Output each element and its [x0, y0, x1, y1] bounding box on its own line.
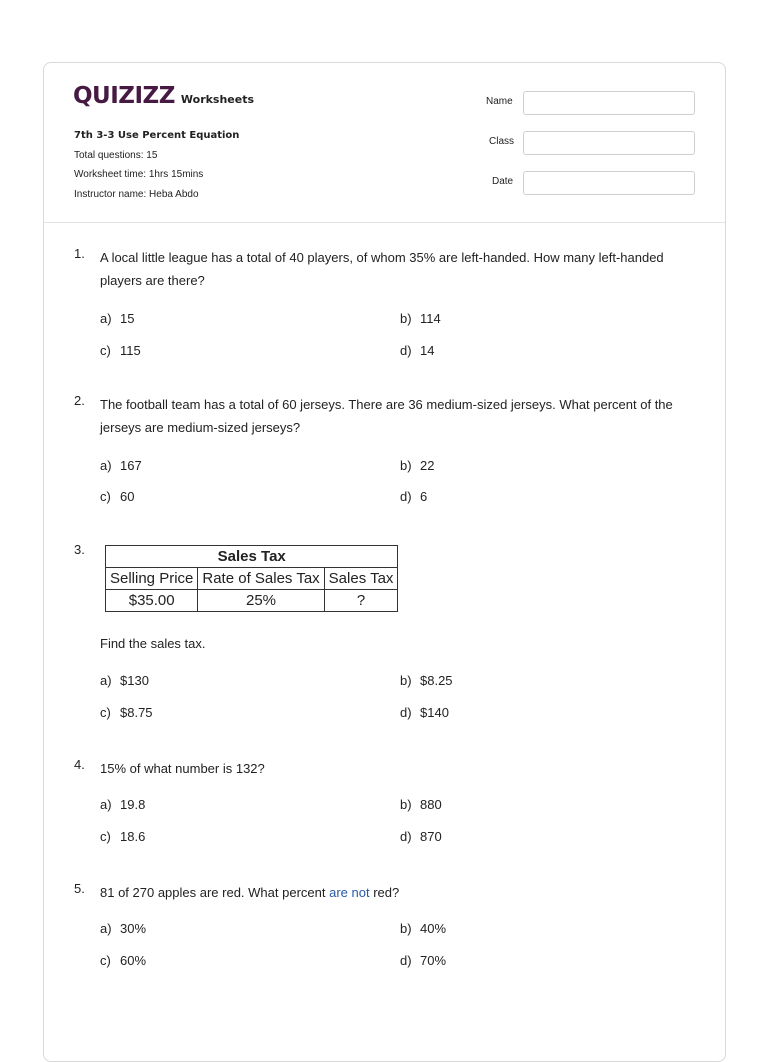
- question-text: A local little league has a total of 40 players, of whom 35% are left-handed. How many left-handed players are there?: [100, 250, 664, 288]
- table-cell: $35.00: [106, 590, 198, 612]
- question-text: Find the sales tax.: [100, 636, 206, 651]
- worksheet-time: Worksheet time: 1hrs 15mins: [74, 169, 204, 180]
- name-label: Name: [486, 96, 513, 107]
- option-b[interactable]: b) $8.25: [400, 673, 453, 688]
- table-caption: Sales Tax: [106, 546, 398, 568]
- table-cell: ?: [324, 590, 398, 612]
- option-a[interactable]: a) 30%: [100, 921, 147, 936]
- class-field[interactable]: [523, 131, 695, 155]
- option-b[interactable]: b) 114: [400, 311, 441, 326]
- table-header: Selling Price: [106, 568, 198, 590]
- logo-wordmark: QUIZIZZ: [73, 83, 175, 109]
- option-a[interactable]: a) 19.8: [100, 797, 146, 812]
- option-c[interactable]: c) 115: [100, 343, 141, 358]
- option-b[interactable]: b) 22: [400, 458, 435, 473]
- table-cell: 25%: [198, 590, 324, 612]
- option-a[interactable]: a) $130: [100, 673, 149, 688]
- question-text: The football team has a total of 60 jerseys. There are 36 medium-sized jerseys. What percent of the jerseys are medium-sized jerseys?: [100, 397, 673, 435]
- worksheet-meta: [74, 126, 239, 204]
- quizizz-logo: [73, 83, 254, 109]
- option-a[interactable]: a) 167: [100, 458, 142, 473]
- class-label: Class: [489, 136, 515, 147]
- option-c[interactable]: c) 18.6: [100, 829, 146, 844]
- option-a[interactable]: a) 15: [100, 311, 135, 326]
- option-b[interactable]: b) 880: [400, 797, 442, 812]
- question-text: 15% of what number is 132?: [100, 761, 265, 776]
- option-d[interactable]: d) 14: [400, 343, 435, 358]
- question-text: 81 of 270 apples are red. What percent are not red?: [100, 885, 400, 900]
- option-d[interactable]: d) $140: [400, 705, 449, 720]
- option-c[interactable]: c) 60: [100, 489, 135, 504]
- total-questions: Total questions: 15: [74, 149, 158, 161]
- option-d[interactable]: d) 6: [400, 489, 428, 504]
- emphasis-text: are not: [329, 885, 370, 900]
- question-number: 1.: [74, 246, 85, 261]
- sales-tax-table: [105, 545, 398, 612]
- option-c[interactable]: c) $8.75: [100, 705, 153, 720]
- option-c[interactable]: c) 60%: [100, 953, 147, 968]
- worksheet-title: 7th 3-3 Use Percent Equation: [74, 130, 240, 141]
- question-number: 2.: [74, 393, 85, 408]
- date-label: Date: [492, 176, 514, 187]
- option-d[interactable]: d) 870: [400, 829, 442, 844]
- option-d[interactable]: d) 70%: [400, 953, 447, 968]
- table-header: Rate of Sales Tax: [198, 568, 324, 590]
- option-b[interactable]: b) 40%: [400, 921, 447, 936]
- instructor-name: Instructor name: Heba Abdo: [74, 188, 199, 200]
- date-field[interactable]: [523, 171, 695, 195]
- logo-subtitle: Worksheets: [180, 93, 255, 106]
- table-header: Sales Tax: [324, 568, 398, 590]
- question-number: 5.: [74, 881, 85, 896]
- worksheet-page: [43, 62, 726, 1062]
- name-field[interactable]: [523, 91, 695, 115]
- worksheet-header: [44, 63, 725, 223]
- question-number: 4.: [74, 757, 85, 772]
- question-number: 3.: [74, 542, 85, 557]
